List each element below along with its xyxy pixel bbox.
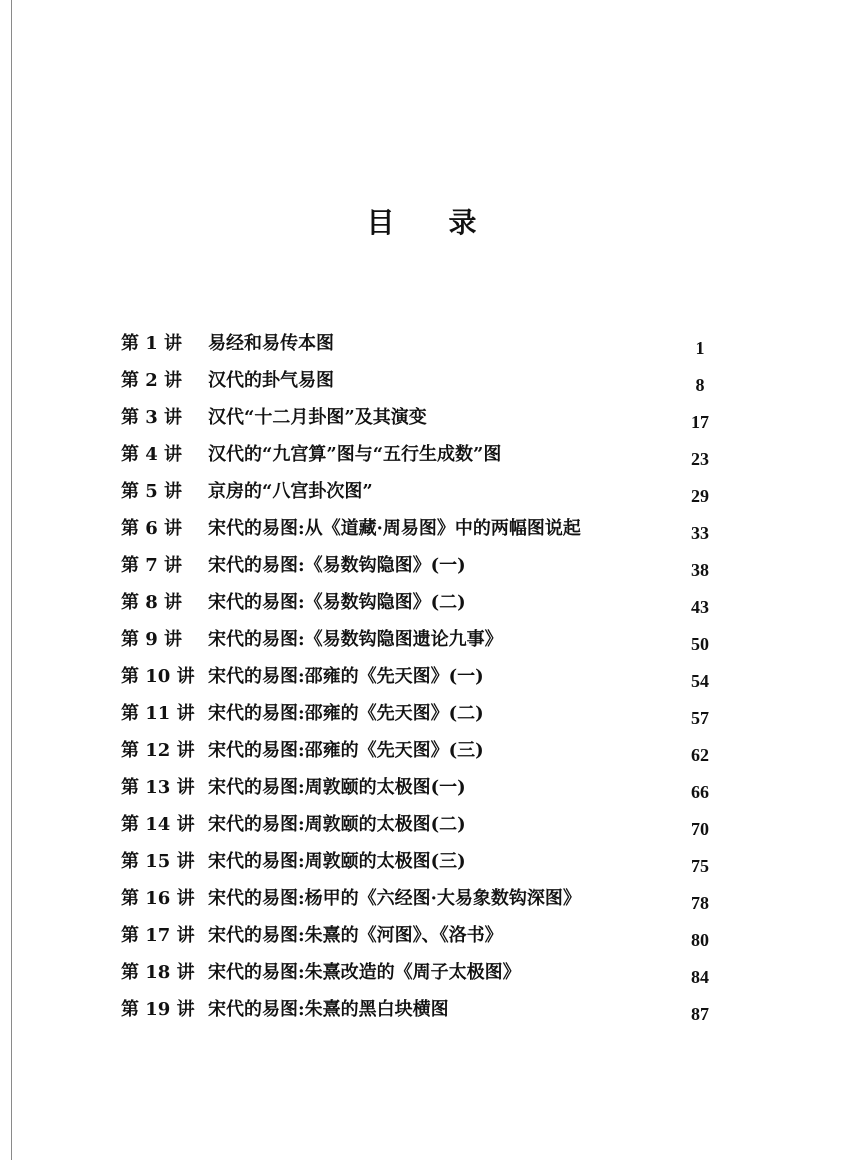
toc-entry[interactable] — [0, 920, 843, 957]
table-of-contents — [0, 328, 843, 1031]
toc-page-number: 23 — [691, 449, 709, 469]
toc-lecture-title: 宋代的易图:朱熹的《河图》、《洛书》 — [208, 925, 503, 946]
toc-page-number: 66 — [691, 782, 709, 802]
toc-lecture-number: 第 8 讲 — [121, 592, 183, 613]
toc-page-number: 29 — [691, 486, 709, 506]
toc-page-number: 33 — [691, 523, 709, 543]
toc-lecture-number: 第 15 讲 — [121, 851, 195, 872]
toc-page-number: 43 — [691, 597, 709, 617]
toc-lecture-number: 第 2 讲 — [121, 370, 183, 391]
toc-lecture-number: 第 11 讲 — [121, 703, 195, 724]
toc-entry[interactable] — [0, 513, 843, 550]
toc-lecture-title: 宋代的易图:从《道藏·周易图》中的两幅图说起 — [208, 518, 581, 539]
toc-lecture-title: 汉代的卦气易图 — [208, 370, 334, 391]
toc-lecture-number: 第 13 讲 — [121, 777, 195, 798]
toc-entry[interactable] — [0, 328, 843, 365]
toc-page-number: 1 — [695, 338, 705, 358]
toc-page-number: 87 — [691, 1004, 709, 1024]
toc-entry[interactable] — [0, 550, 843, 587]
toc-entry[interactable] — [0, 846, 843, 883]
toc-lecture-title: 宋代的易图:《易数钩隐图遗论九事》 — [208, 629, 503, 650]
toc-entry[interactable] — [0, 883, 843, 920]
toc-lecture-title: 宋代的易图:周敦颐的太极图(二) — [208, 814, 466, 835]
toc-entry[interactable] — [0, 809, 843, 846]
toc-page-number: 54 — [691, 671, 709, 691]
toc-lecture-number: 第 5 讲 — [121, 481, 183, 502]
toc-entry[interactable] — [0, 476, 843, 513]
toc-entry[interactable] — [0, 661, 843, 698]
toc-page-number: 78 — [691, 893, 709, 913]
toc-lecture-number: 第 16 讲 — [121, 888, 195, 909]
toc-page-number: 84 — [691, 967, 709, 987]
toc-lecture-title: 宋代的易图:周敦颐的太极图(一) — [208, 777, 466, 798]
toc-page-number: 8 — [695, 375, 705, 395]
toc-lecture-number: 第 7 讲 — [121, 555, 183, 576]
page-title: 目录 — [366, 206, 531, 239]
toc-lecture-title: 汉代“十二月卦图”及其演变 — [208, 407, 427, 428]
toc-lecture-number: 第 3 讲 — [121, 407, 183, 428]
toc-lecture-title: 宋代的易图:《易数钩隐图》(二) — [208, 592, 466, 613]
toc-lecture-number: 第 14 讲 — [121, 814, 195, 835]
toc-page-number: 57 — [691, 708, 709, 728]
toc-lecture-title: 宋代的易图:邵雍的《先天图》(一) — [208, 666, 484, 687]
toc-page-number: 70 — [691, 819, 709, 839]
toc-entry[interactable] — [0, 698, 843, 735]
toc-lecture-number: 第 12 讲 — [121, 740, 195, 761]
toc-page-number: 62 — [691, 745, 709, 765]
toc-lecture-title: 易经和易传本图 — [208, 333, 334, 354]
toc-page-number: 38 — [691, 560, 709, 580]
toc-entry[interactable] — [0, 735, 843, 772]
toc-entry[interactable] — [0, 772, 843, 809]
toc-entry[interactable] — [0, 957, 843, 994]
toc-lecture-title: 宋代的易图:邵雍的《先天图》(二) — [208, 703, 484, 724]
toc-page-number: 50 — [691, 634, 709, 654]
toc-entry[interactable] — [0, 624, 843, 661]
toc-lecture-number: 第 10 讲 — [121, 666, 195, 687]
toc-lecture-title: 汉代的“九宫算”图与“五行生成数”图 — [208, 444, 502, 465]
toc-entry[interactable] — [0, 365, 843, 402]
toc-lecture-number: 第 18 讲 — [121, 962, 195, 983]
toc-lecture-title: 宋代的易图:朱熹的黑白块横图 — [208, 999, 449, 1020]
toc-lecture-number: 第 1 讲 — [121, 333, 183, 354]
toc-entry[interactable] — [0, 994, 843, 1031]
toc-lecture-number: 第 9 讲 — [121, 629, 183, 650]
toc-lecture-number: 第 6 讲 — [121, 518, 183, 539]
toc-entry[interactable] — [0, 587, 843, 624]
toc-lecture-title: 宋代的易图:朱熹改造的《周子太极图》 — [208, 962, 521, 983]
toc-lecture-title: 宋代的易图:邵雍的《先天图》(三) — [208, 740, 484, 761]
toc-page-number: 75 — [691, 856, 709, 876]
toc-entry[interactable] — [0, 402, 843, 439]
toc-lecture-number: 第 17 讲 — [121, 925, 195, 946]
toc-entry[interactable] — [0, 439, 843, 476]
toc-lecture-number: 第 19 讲 — [121, 999, 195, 1020]
toc-lecture-title: 宋代的易图:杨甲的《六经图·大易象数钩深图》 — [208, 888, 581, 909]
toc-lecture-title: 京房的“八宫卦次图” — [208, 481, 373, 502]
toc-page-number: 17 — [691, 412, 709, 432]
toc-lecture-number: 第 4 讲 — [121, 444, 183, 465]
toc-lecture-title: 宋代的易图:周敦颐的太极图(三) — [208, 851, 466, 872]
toc-page-number: 80 — [691, 930, 709, 950]
toc-lecture-title: 宋代的易图:《易数钩隐图》(一) — [208, 555, 466, 576]
